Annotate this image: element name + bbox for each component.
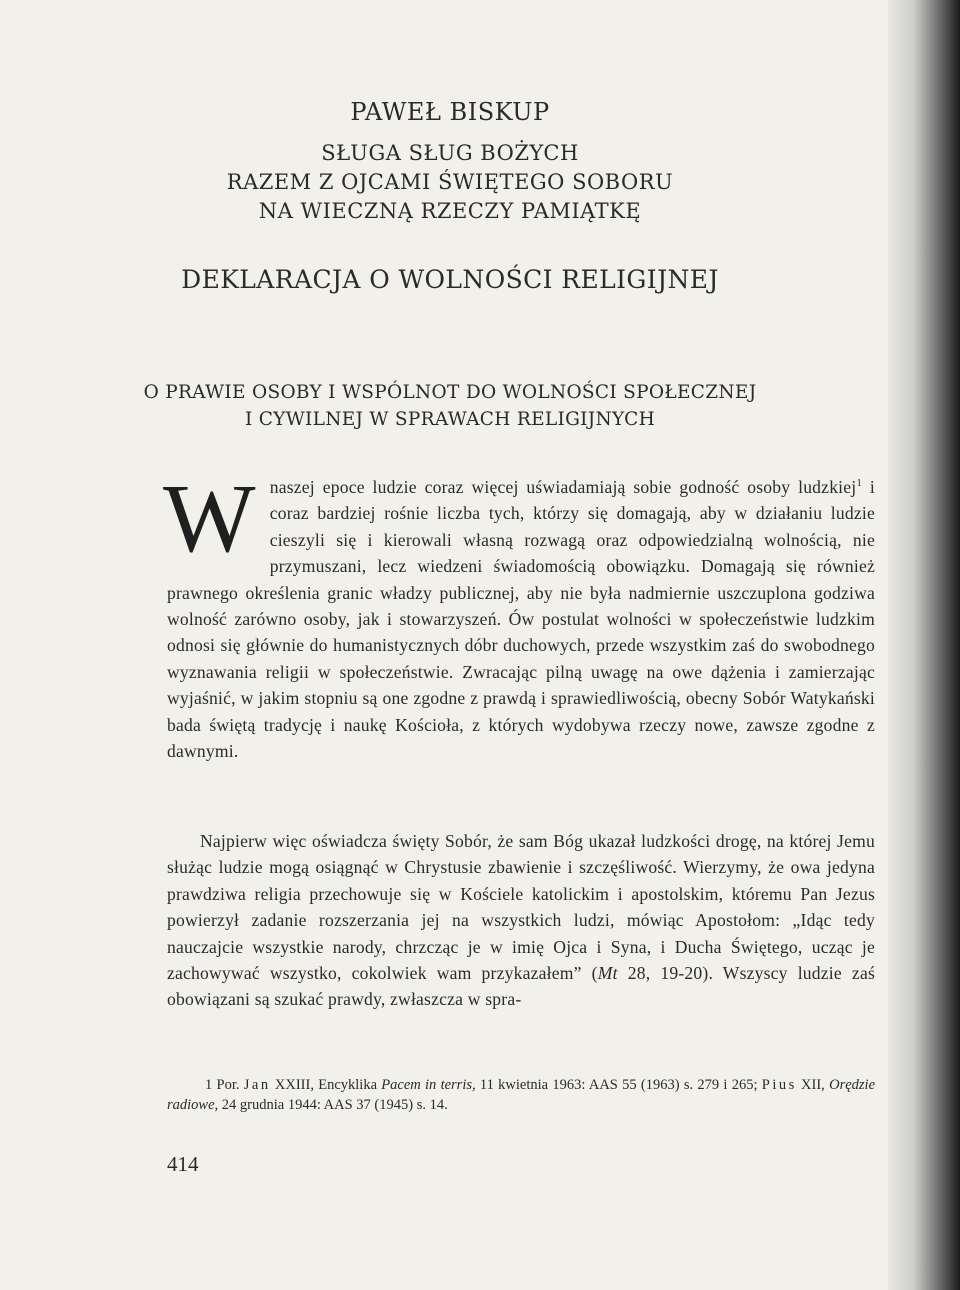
footnote-number: 1 bbox=[205, 1077, 213, 1093]
footnote-author-2: Pius bbox=[761, 1077, 797, 1093]
subtitle-line-1: O PRAWIE OSOBY I WSPÓLNOT DO WOLNOŚCI SPOŁECZNEJ bbox=[143, 382, 757, 403]
header-servant: SŁUGA SŁUG BOŻYCH bbox=[321, 141, 579, 165]
footnote-work-2: Orędzie radiowe, bbox=[167, 1077, 876, 1113]
paragraph-1 bbox=[163, 465, 875, 764]
paragraph-2-text-a: Najpierw więc oświadcza święty Sobór, że sam Bóg ukazał ludzkości drogę, na której Jemu służąc ludzie mogą osiągnąć w Chrystusie zbawienie i szczęśliwość. Wierzymy, że owa jedyna prawdziwa religia przechowuje się w Kościele katolickim i apostolskim, któremu Pan Jezus powierzył zadanie rozszerzania jej na wszystkich ludzi, mówiąc Apostołom: „Idąc tedy nauczajcie wszystkie narody, chrzcząc je w imię Ojca i Syna, i Ducha Świętego, ucząc je zachowywać wszystko, cokolwiek wam przykazałem” ( bbox=[167, 831, 875, 984]
header-author: PAWEŁ BISKUP bbox=[350, 98, 550, 126]
footnote-text-d: XII, bbox=[796, 1077, 830, 1093]
footnote-text-b: XXIII, Encyklika bbox=[270, 1077, 382, 1093]
header-memory: NA WIECZNĄ RZECZY PAMIĄTKĘ bbox=[258, 199, 642, 223]
header-council: RAZEM Z OJCAMI ŚWIĘTEGO SOBORU bbox=[226, 170, 674, 194]
paragraph-1-text-b: i coraz bardziej rośnie liczba tych, którzy się domagają, aby w działaniu ludzie cieszyli się i kierowali własną rozwagą oraz odpowiedzialną wolnością, nie przymuszani, lecz wiedzeni świadomością obowiązku. Domagają się również prawnego określenia granic władzy publicznej, aby nie była nadmiernie uszczuplona godziwa wolność zarówno osoby, jak i stowarzyszeń. Ów postulat wolności w społeczeństwie ludzkim odnosi się głównie do humanistycznych dóbr duchowych, przede wszystkim zaś do swobodnego wyznawania religii w społeczeństwie. Zwracając pilną uwagę na owe dążenia i zamierzając wyjaśnić, w jakim stopniu są one zgodne z prawdą i sprawiedliwością, obecny Sobór Watykański bada świętą tradycję i naukę Kościoła, z których wydobywa rzeczy nowe, zawsze zgodne z dawnymi. bbox=[167, 477, 875, 762]
paragraph-1-text-a: naszej epoce ludzie coraz więcej uświadamiają sobie godność osoby ludzkiej bbox=[269, 477, 857, 497]
footnote-text-c: 11 kwietnia 1963: AAS 55 (1963) s. 279 i 265; bbox=[475, 1077, 762, 1093]
paragraph-2 bbox=[167, 828, 875, 1013]
footnote-author-1: Jan bbox=[243, 1077, 271, 1093]
paragraph-2-text-b: 28, 19-20). Wszyscy ludzie zaś obowiązani są szukać prawdy, zwłaszcza w spra- bbox=[167, 963, 876, 1010]
page-number: 414 bbox=[167, 1152, 199, 1176]
bible-citation: Mt bbox=[597, 963, 618, 984]
subtitle-line-2: I CYWILNEJ W SPRAWACH RELIGIJNYCH bbox=[244, 409, 656, 430]
drop-cap: W bbox=[163, 465, 256, 573]
footnote-work-1: Pacem in terris, bbox=[381, 1077, 476, 1093]
document-title: DEKLARACJA O WOLNOŚCI RELIGIJNEJ bbox=[181, 265, 719, 294]
footnote-text-e: 24 grudnia 1944: AAS 37 (1945) s. 14. bbox=[218, 1096, 448, 1113]
footnote-reference: 1 bbox=[856, 477, 863, 490]
footnote-text-a: Por. bbox=[212, 1077, 244, 1093]
footnote bbox=[167, 1076, 875, 1115]
book-spine-shadow bbox=[888, 0, 960, 1290]
